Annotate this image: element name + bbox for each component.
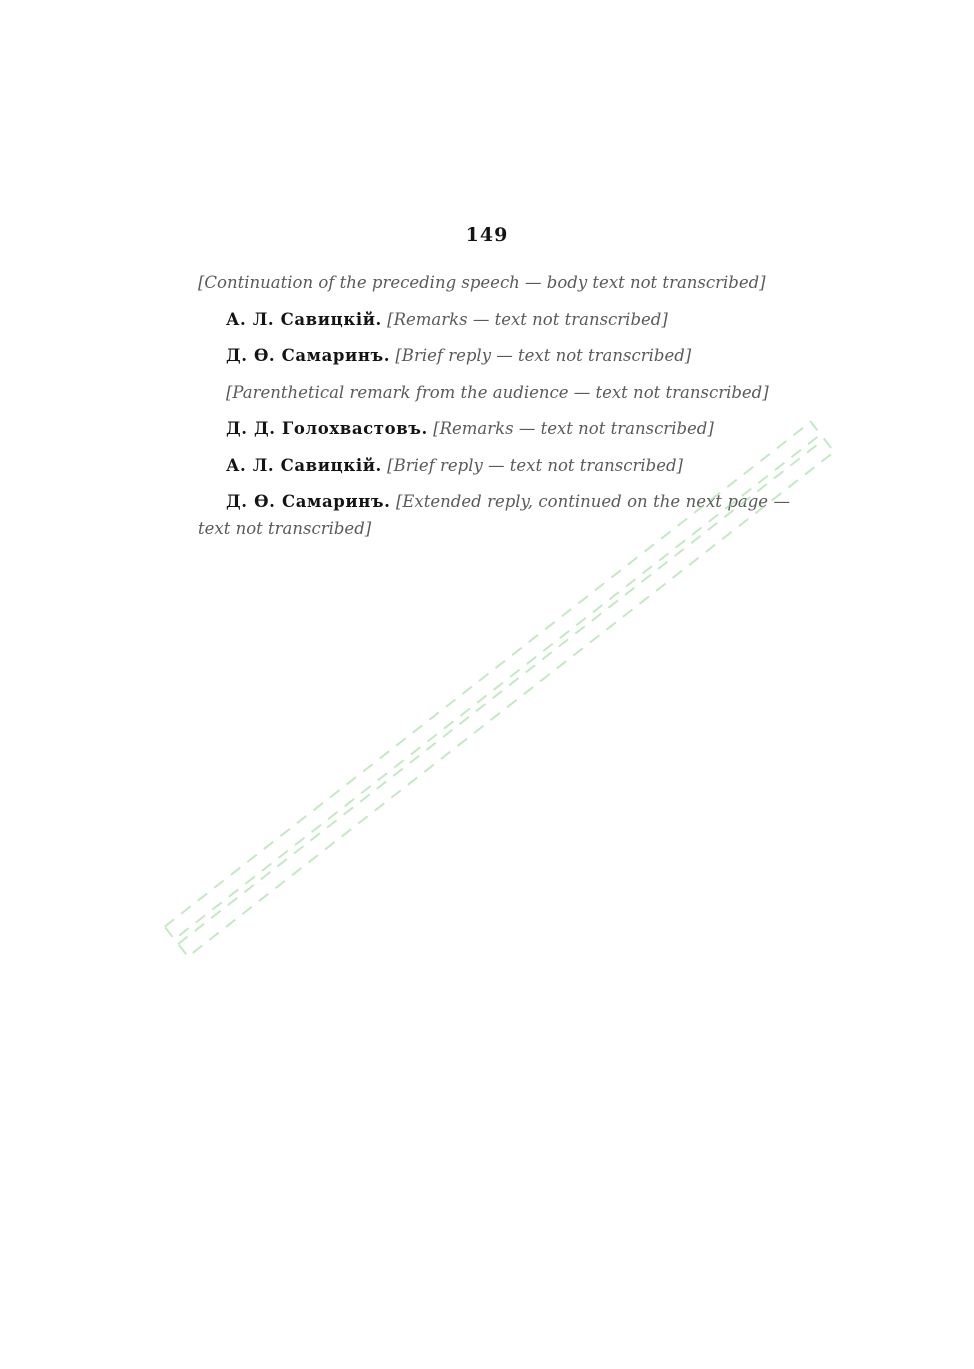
paragraph-samarin-1 [198,343,790,370]
paragraph-savitsky-1 [198,307,790,334]
body-text [198,270,790,552]
paragraph-text: [Continuation of the preceding speech — body text not transcribed] [198,273,766,292]
speaker-name: Д. Ѳ. Самаринъ. [226,346,391,365]
paragraph-golokhvastov [198,416,790,443]
paragraph-samarin-2 [198,489,790,542]
speaker-name: Д. Д. Голохвастовъ. [226,419,428,438]
page-number: 149 [465,224,509,246]
paragraph-text: [Parenthetical remark from the audience — text not transcribed] [226,382,769,402]
paragraph-audience-remark [198,380,790,407]
paragraph-text: [Remarks — text not transcribed] [433,419,714,438]
paragraph-text: [Extended reply, continued on the next page — text not transcribed] [198,492,790,538]
paragraph-text: [Brief reply — text not transcribed] [395,346,692,365]
paragraph-continuation [198,270,790,297]
paragraph-text: [Remarks — text not transcribed] [387,309,668,329]
paragraph-text: [Brief reply — text not transcribed] [387,455,683,475]
speaker-name: А. Л. Савицкій. [226,309,382,329]
speaker-name: А. Л. Савицкій. [226,455,382,475]
paragraph-savitsky-2 [198,453,790,480]
speaker-name: Д. Ѳ. Самаринъ. [226,492,391,511]
